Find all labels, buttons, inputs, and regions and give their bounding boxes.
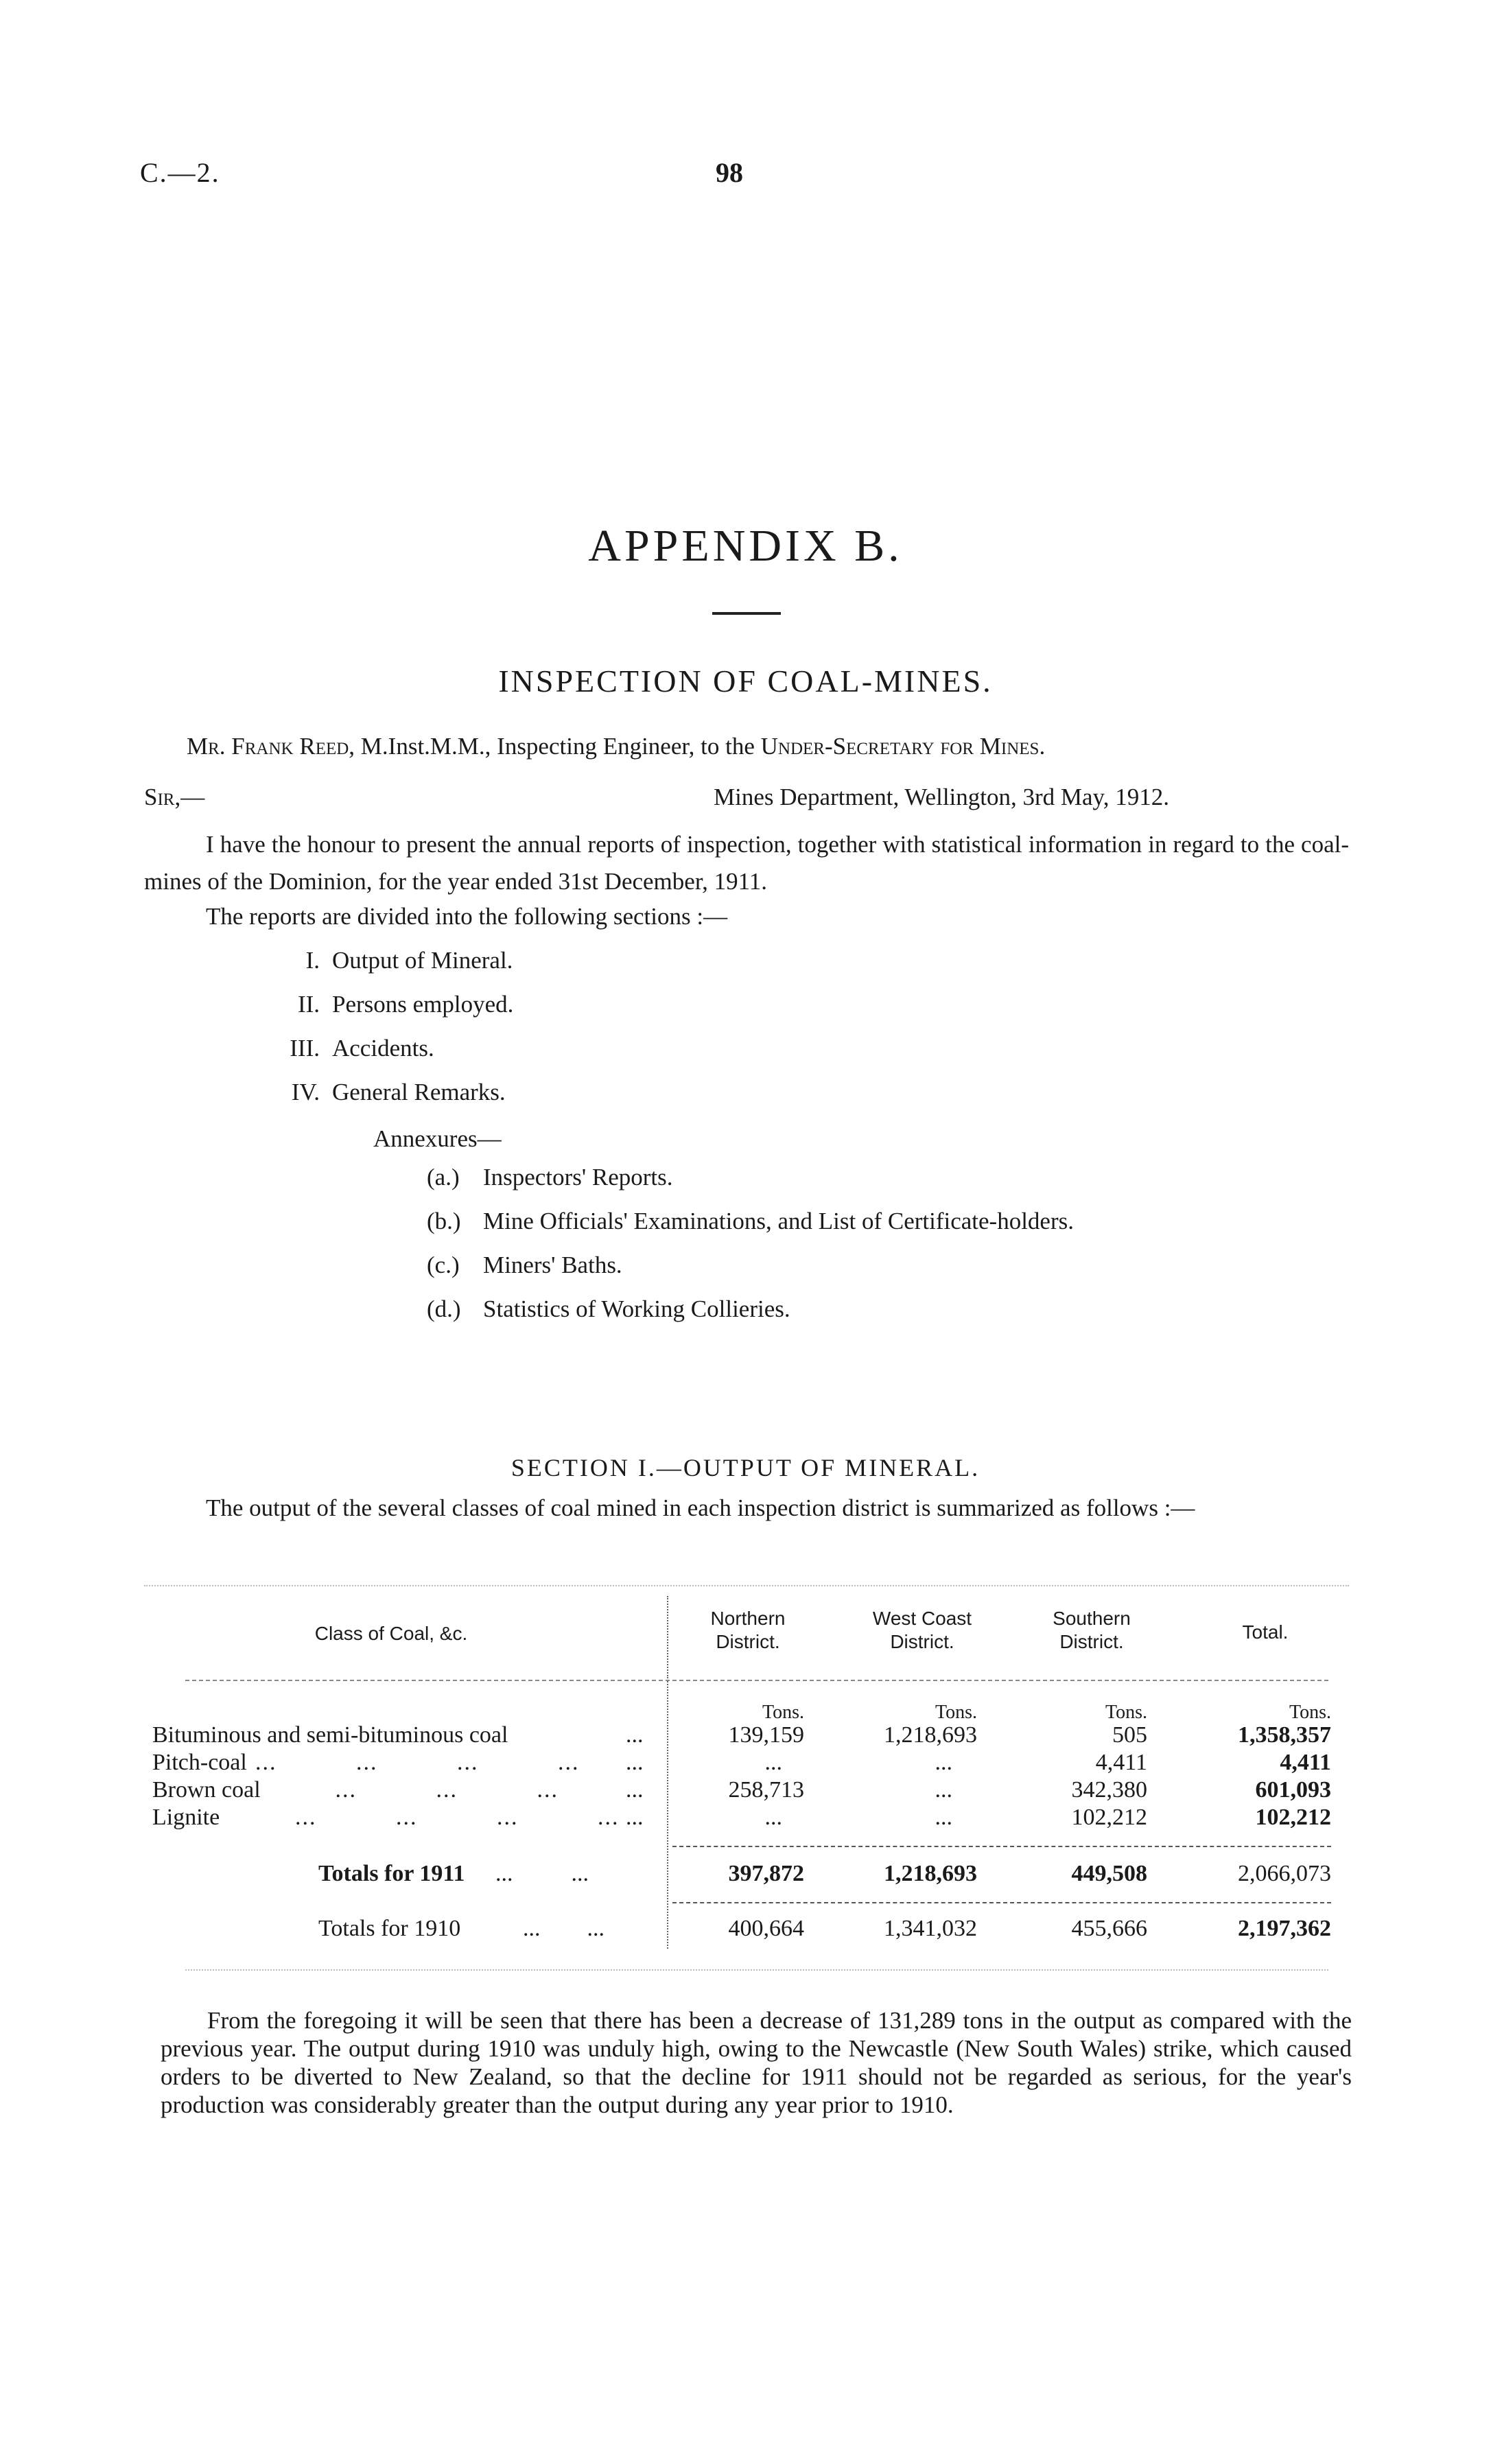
appendix-title: APPENDIX B. — [588, 521, 903, 571]
cell-northern: ... — [764, 1750, 782, 1775]
section-list-item — [265, 947, 513, 974]
row-label: Bituminous and semi-bituminous coal — [152, 1722, 508, 1748]
letter-from-prefix: Mr. — [187, 733, 232, 760]
subtotal-rule — [672, 1846, 1331, 1847]
cell-southern: 4,411 — [1095, 1750, 1147, 1775]
title-rule — [712, 612, 781, 615]
column-header-southern — [1020, 1607, 1164, 1654]
table-top-rule — [144, 1585, 1349, 1586]
annexure-label: Inspectors' Reports. — [483, 1164, 673, 1190]
section-label: Persons employed. — [332, 991, 514, 1018]
annexure-item — [427, 1164, 673, 1191]
row-leader: ... — [626, 1722, 644, 1748]
cell-west-coast: ... — [935, 1750, 952, 1775]
intro-paragraph: I have the honour to present the annual reports of inspection, together with statistical information in regard to the coal-mines of the Dominion, for the year ended 31st December, 1911. — [144, 831, 1349, 895]
letter-salutation: Sir,— — [144, 784, 205, 810]
cell-total: 102,212 — [1255, 1805, 1331, 1830]
header-rule — [185, 1680, 1328, 1681]
section-number: III. — [290, 1035, 320, 1061]
document-subtitle: INSPECTION OF COAL-MINES. — [498, 664, 993, 699]
annexure-key: (d.) — [427, 1295, 461, 1322]
annexure-key: (c.) — [427, 1252, 460, 1278]
cell-total: 601,093 — [1255, 1777, 1331, 1803]
letter-address-line — [187, 733, 1045, 760]
column-header-west-coast — [847, 1607, 998, 1654]
column-header-west-line2: District. — [890, 1631, 954, 1652]
annexure-key: (b.) — [427, 1208, 461, 1234]
totals-1910-total: 2,197,362 — [1238, 1916, 1331, 1941]
totals-1910-northern: 400,664 — [728, 1916, 804, 1941]
row-label: Lignite — [152, 1805, 220, 1830]
sections-intro: The reports are divided into the following sections :— — [206, 903, 728, 930]
section-intro-paragraph: The output of the several classes of coal mined in each inspection district is summarized as follows :— — [206, 1494, 1195, 1521]
cell-southern: 505 — [1112, 1722, 1147, 1748]
totals-1911-total: 2,066,073 — [1238, 1861, 1331, 1886]
cell-total: 4,411 — [1280, 1750, 1331, 1775]
unit-label: Tons. — [935, 1702, 977, 1723]
section-label: General Remarks. — [332, 1079, 506, 1105]
table-header-divider — [667, 1596, 668, 1678]
page-reference: C.—2. — [140, 157, 220, 188]
totals-1911-label: Totals for 1911 — [318, 1861, 465, 1886]
letter-to-name: Under-Secretary for Mines — [760, 733, 1040, 760]
annexure-label: Mine Officials' Examinations, and List of Certificate-holders. — [483, 1208, 1074, 1234]
annexure-key: (a.) — [427, 1164, 460, 1190]
unit-label: Tons. — [1105, 1702, 1147, 1723]
row-spacer-dots: ... ... ... ... — [295, 1805, 620, 1830]
letter-from-quals: , M.Inst.M.M., Inspecting Engineer, to the — [349, 733, 761, 760]
table-bottom-rule — [185, 1969, 1328, 1971]
section-list-item — [265, 1035, 434, 1062]
column-header-southern-line2: District. — [1059, 1631, 1124, 1652]
section-label: Output of Mineral. — [332, 947, 513, 974]
annexures-label: Annexures— — [373, 1125, 502, 1152]
cell-northern: 139,159 — [728, 1722, 804, 1748]
totals-1911-southern: 449,508 — [1071, 1861, 1147, 1886]
totals-1910-west-coast: 1,341,032 — [884, 1916, 977, 1941]
column-header-northern-line1: Northern — [710, 1608, 786, 1629]
row-label: Pitch-coal — [152, 1750, 247, 1775]
cell-southern: 342,380 — [1071, 1777, 1147, 1803]
totals-1910-southern: 455,666 — [1071, 1916, 1147, 1941]
section-number: I. — [305, 947, 320, 974]
section-list-item — [265, 991, 513, 1018]
annexure-item — [427, 1252, 622, 1279]
annexure-item — [427, 1295, 790, 1323]
row-leader: ... ... — [495, 1861, 589, 1886]
section-label: Accidents. — [332, 1035, 434, 1061]
row-label: Brown coal — [152, 1777, 261, 1803]
row-spacer-dots: ... ... ... ... — [255, 1750, 580, 1775]
cell-northern: 258,713 — [728, 1777, 804, 1803]
section-number: II. — [297, 991, 320, 1018]
column-header-southern-line1: Southern — [1053, 1608, 1131, 1629]
page-number: 98 — [716, 157, 743, 188]
section-list-item — [265, 1079, 506, 1106]
column-header-class: Class of Coal, &c. — [314, 1623, 468, 1644]
cell-west-coast: 1,218,693 — [884, 1722, 977, 1748]
annexure-item — [427, 1208, 1074, 1235]
row-leader: ... — [626, 1805, 644, 1830]
section-number: IV. — [291, 1079, 320, 1105]
annexure-label: Miners' Baths. — [483, 1252, 622, 1278]
section-heading: SECTION I.—OUTPUT OF MINERAL. — [510, 1454, 981, 1481]
row-spacer-dots: ... ... ... — [270, 1777, 559, 1803]
row-leader: ... ... — [523, 1916, 604, 1941]
totals-1911-northern: 397,872 — [728, 1861, 804, 1886]
row-leader: ... — [626, 1777, 644, 1803]
cell-northern: ... — [764, 1805, 782, 1830]
letter-from-name: Frank Reed — [231, 733, 349, 760]
column-header-west-line1: West Coast — [872, 1608, 972, 1629]
cell-west-coast: ... — [935, 1805, 952, 1830]
column-header-northern — [679, 1607, 817, 1654]
table-body-divider — [667, 1681, 668, 1949]
row-leader: ... — [626, 1750, 644, 1775]
column-header-northern-line2: District. — [716, 1631, 780, 1652]
totals-rule — [672, 1902, 1331, 1903]
unit-label: Tons. — [762, 1702, 804, 1723]
cell-west-coast: ... — [935, 1777, 952, 1803]
column-header-total: Total. — [1242, 1621, 1289, 1643]
closing-paragraph: From the foregoing it will be seen that there has been a decrease of 131,289 tons in the output as compared with the previous year. The output during 1910 was unduly high, owing to the Newcastle (New South Wales) strike, which caused orders to be diverted to New Zealand, so that the decline for 1911 should not be regarded as serious, for the year's production was considerably greater than the output during any year prior to 1910. — [161, 2007, 1352, 2118]
letter-to-suffix: . — [1039, 733, 1046, 760]
cell-southern: 102,212 — [1071, 1805, 1147, 1830]
annexure-label: Statistics of Working Collieries. — [483, 1295, 790, 1322]
letter-place-date: Mines Department, Wellington, 3rd May, 1912. — [714, 784, 1170, 810]
totals-1911-west-coast: 1,218,693 — [884, 1861, 977, 1886]
totals-1910-label: Totals for 1910 — [318, 1916, 461, 1941]
cell-total: 1,358,357 — [1238, 1722, 1331, 1748]
unit-label: Tons. — [1289, 1702, 1331, 1723]
